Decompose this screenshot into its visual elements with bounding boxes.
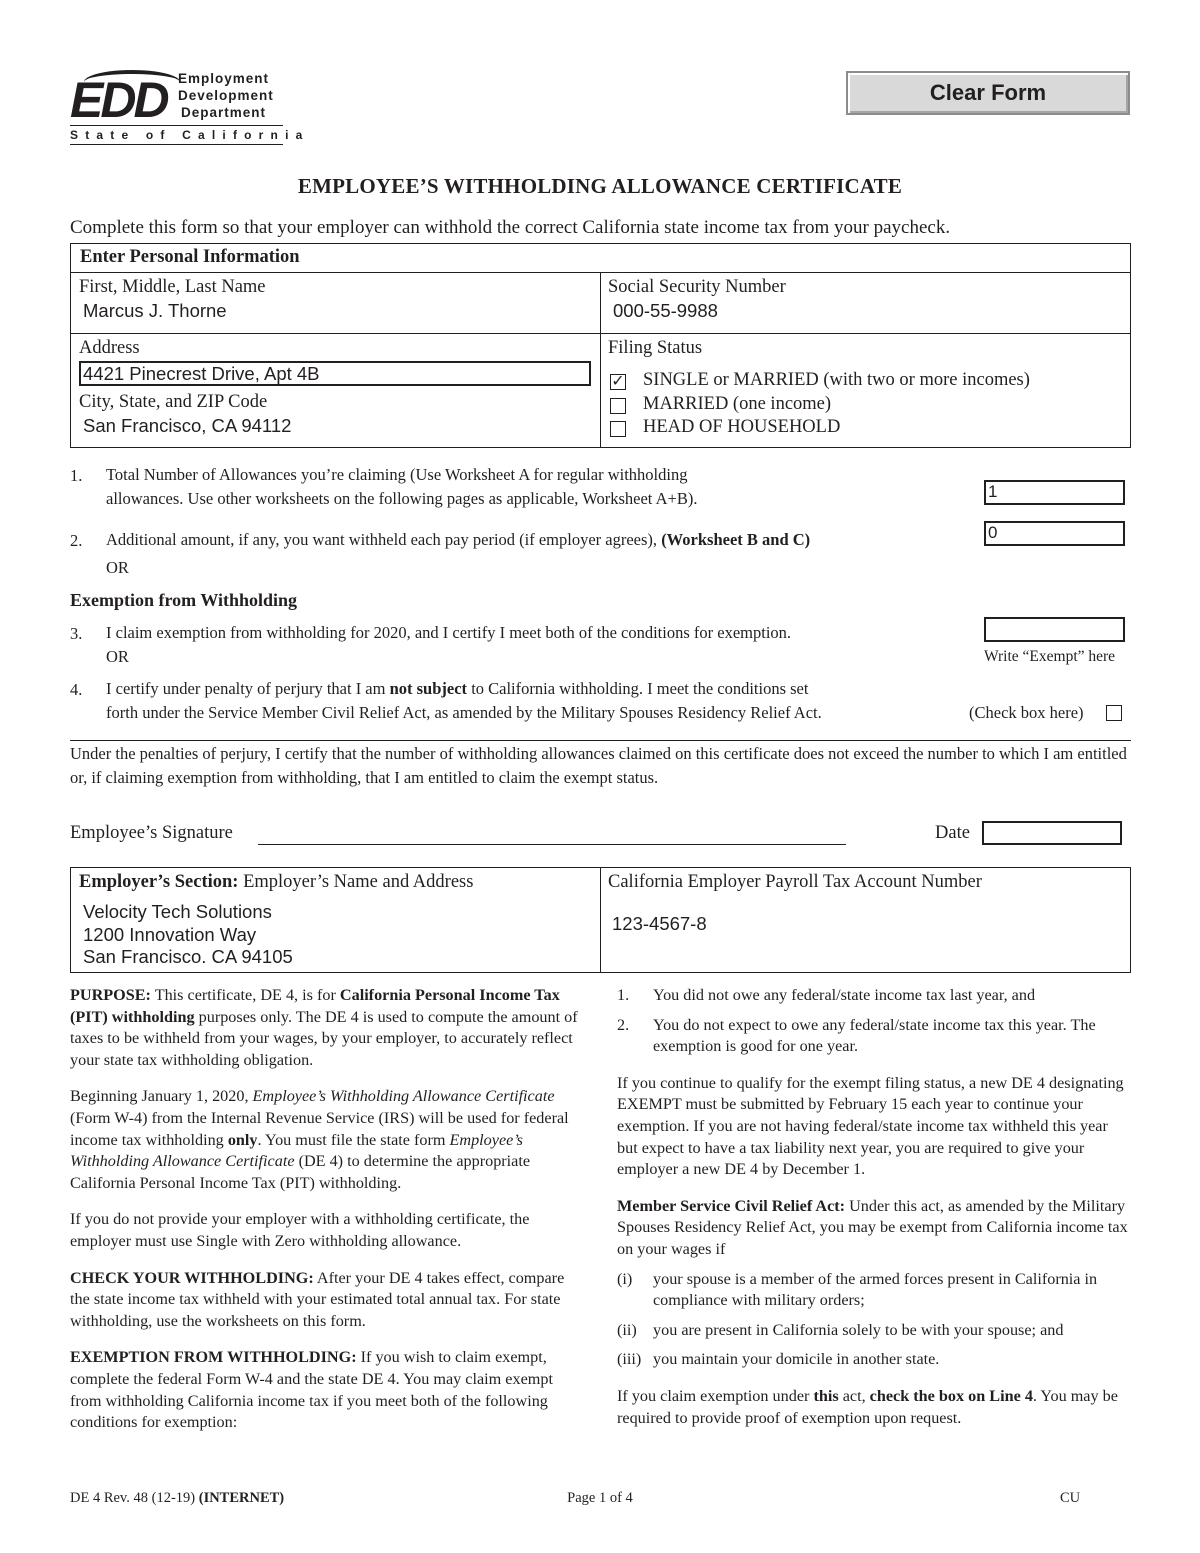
exemption-paragraph: EXEMPTION FROM WITHHOLDING: If you wish to claim exempt, complete the federal Form W-4 and the state DE 4. You may claim exempt from withholding California income tax if you meet both of the following conditions for exemption: — [70, 1348, 553, 1432]
name-field[interactable]: Marcus J. Thorne — [83, 300, 227, 321]
edd-logo — [70, 68, 310, 148]
signature-line[interactable] — [258, 844, 846, 845]
line4-check-label: (Check box here) — [969, 703, 1084, 722]
signature-label: Employee’s Signature — [70, 823, 233, 843]
exemption-heading: Exemption from Withholding — [70, 590, 298, 610]
instructions-right — [617, 985, 1131, 1444]
personal-info-header: Enter Personal Information — [80, 247, 300, 267]
line4-checkbox[interactable] — [1106, 705, 1122, 721]
address-label: Address — [79, 338, 140, 358]
filing-status-label: Filing Status — [608, 338, 703, 358]
purpose-paragraph: PURPOSE: This certificate, DE 4, is for California Personal Income Tax (PIT) withholding purposes only. The DE 4 is used to compute the amount of taxes to be withheld from your wages, by your employer, to accurately reflect your state tax withholding obligation. — [70, 986, 578, 1069]
filing-single-checkbox[interactable]: ✓ — [611, 371, 625, 390]
ssn-field[interactable]: 000-55-9988 — [613, 300, 718, 321]
logo-mark: EDD — [70, 72, 167, 128]
line3-text: I claim exemption from withholding for 2020, and I certify I meet both of the conditions for exemption. OR — [106, 623, 792, 666]
act-item-2: (ii) you are present in California solely to be with your spouse; and — [617, 1320, 1064, 1339]
page-number: Page 1 of 4 — [567, 1490, 633, 1506]
date-field[interactable] — [982, 821, 1122, 845]
filing-single-label: SINGLE or MARRIED (with two or more incomes) — [643, 370, 1030, 390]
filing-head-checkbox[interactable] — [610, 421, 626, 437]
line4-text: I certify under penalty of perjury that I am not subject to California withholding. I meet the conditions set forth under the Service Member Civil Relief Act, as amended by the Military Spouses Residency Relief Act. — [106, 679, 822, 722]
no-certificate-paragraph: If you do not provide your employer with a withholding certificate, the employer must use Single with Zero withholding allowance. — [70, 1210, 530, 1250]
form-code: CU — [1060, 1490, 1081, 1506]
employer-section-label: Employer’s Section: Employer’s Name and Address — [79, 872, 474, 892]
additional-amount-field[interactable]: 0 — [984, 521, 1125, 546]
line3-number: 3. — [70, 624, 83, 643]
exempt-field[interactable] — [984, 617, 1125, 642]
filing-head-label: HEAD OF HOUSEHOLD — [643, 417, 841, 437]
line1-text: Total Number of Allowances you’re claiming (Use Worksheet A for regular withholding allowances. Use other worksheets on the following pages as applicable, Worksheet A+B). — [106, 465, 698, 508]
clear-form-button[interactable]: Clear Form — [846, 71, 1130, 115]
filing-married-checkbox[interactable] — [610, 398, 626, 414]
form-intro: Complete this form so that your employer can withhold the correct California state income tax from your paycheck. — [70, 217, 951, 238]
condition-2: 2. You do not expect to owe any federal/state income tax this year. The exemption is good for one year. — [617, 1015, 1096, 1056]
line4-number: 4. — [70, 680, 83, 699]
filing-married-label: MARRIED (one income) — [643, 394, 832, 414]
instructions-left — [70, 985, 580, 1449]
logo-department-name: Employment Development Department — [178, 71, 274, 120]
line1-number: 1. — [70, 466, 83, 485]
allowances-field[interactable]: 1 — [984, 480, 1125, 505]
act-item-3: (iii) you maintain your domicile in another state. — [617, 1350, 940, 1369]
address-field[interactable]: 4421 Pinecrest Drive, Apt 4B — [79, 361, 591, 386]
account-number-label: California Employer Payroll Tax Account Number — [608, 872, 982, 892]
act-item-1: (i) your spouse is a member of the armed forces present in California in compliance with military orders; — [617, 1269, 1098, 1310]
account-number-field[interactable]: 123-4567-8 — [612, 913, 707, 934]
final-paragraph: If you claim exemption under this act, check the box on Line 4. You may be required to provide proof of exemption upon request. — [617, 1386, 1118, 1427]
date-label: Date — [935, 823, 970, 843]
employer-name-field[interactable]: Velocity Tech Solutions 1200 Innovation Way San Francisco. CA 94105 — [83, 901, 293, 967]
logo-state: State of California — [70, 128, 310, 142]
condition-1: 1. You did not owe any federal/state income tax last year, and — [617, 986, 1036, 1004]
form-revision: DE 4 Rev. 48 (12-19) (INTERNET) — [70, 1490, 285, 1506]
form-title: EMPLOYEE’S WITHHOLDING ALLOWANCE CERTIFICATE — [297, 174, 903, 198]
ssn-label: Social Security Number — [608, 277, 786, 297]
perjury-statement: Under the penalties of perjury, I certify that the number of withholding allowances claimed on this certificate does not exceed the number to which I am entitled or, if claiming exemption from withholding, that I am entitled to claim the exempt status. — [70, 744, 1127, 787]
continue-paragraph: If you continue to qualify for the exempt filing status, a new DE 4 designating EXEMPT must be submitted by February 15 each year to continue your exemption. If you are not having federal/state income tax withheld this year but expect to have a tax liability next year, you are required to give your employer a new DE 4 by December 1. — [617, 1073, 1124, 1179]
or-label: OR — [106, 558, 129, 577]
line2-number: 2. — [70, 531, 83, 550]
check-withholding-paragraph: CHECK YOUR WITHHOLDING: After your DE 4 takes effect, compare the state income tax withheld with your estimated total annual tax. For state withholding, use the worksheets on this form. — [70, 1268, 565, 1330]
line2-text: Additional amount, if any, you want withheld each pay period (if employer agrees), (Worksheet B and C) — [106, 530, 811, 549]
city-field[interactable]: San Francisco, CA 94112 — [83, 415, 292, 436]
name-label: First, Middle, Last Name — [79, 277, 266, 297]
exempt-hint: Write “Exempt” here — [984, 648, 1116, 665]
beginning-paragraph: Beginning January 1, 2020, Employee’s Withholding Allowance Certificate (Form W-4) from the Internal Revenue Service (IRS) will be used for federal income tax withholding only. You must file the state form Employee’s Withholding Allowance Certificate (DE 4) to determine the appropriate California Personal Income Tax (PIT) withholding. — [70, 1087, 569, 1192]
city-label: City, State, and ZIP Code — [79, 392, 268, 412]
member-act-paragraph: Member Service Civil Relief Act: Under this act, as amended by the Military Spouses Residency Relief Act, you may be exempt from California income tax on your wages if — [617, 1196, 1128, 1258]
